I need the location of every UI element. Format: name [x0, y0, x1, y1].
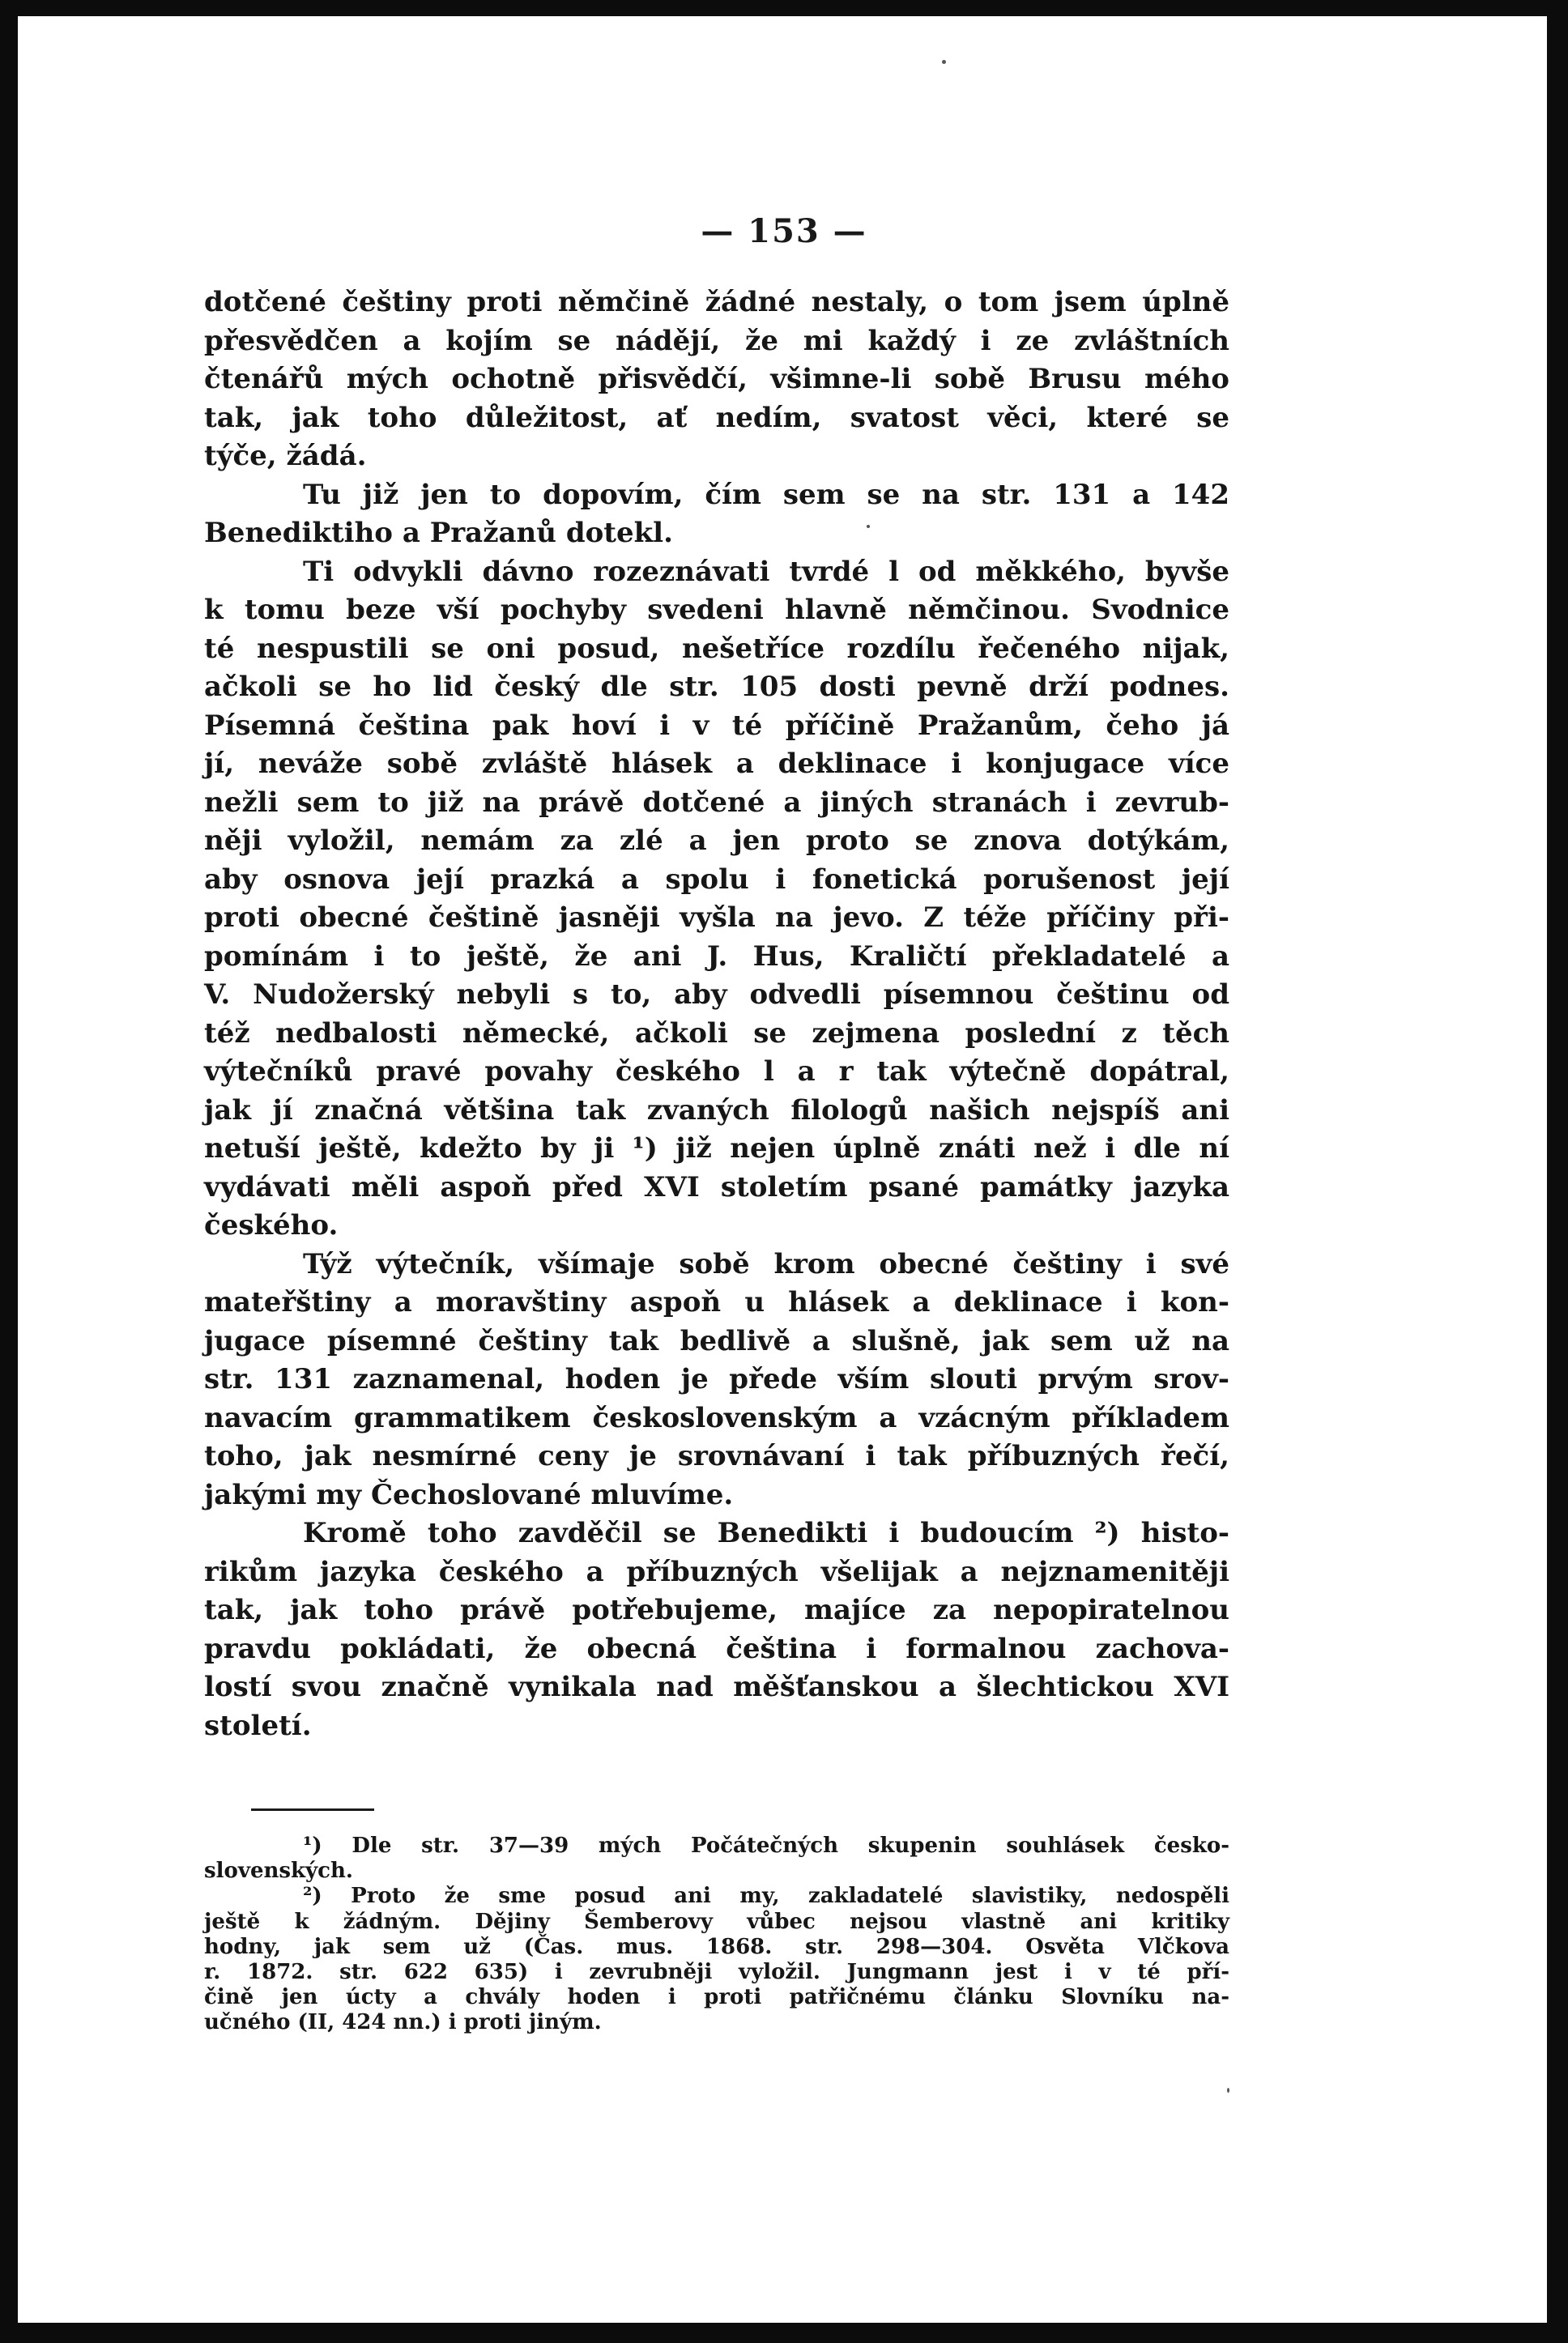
footnote-line: ²) Proto že sme posud ani my, zakladatelé slavistiky, nedospěli	[303, 1884, 1229, 1909]
text-line: Týž výtečník, všímaje sobě krom obecné češtiny i své	[303, 1247, 1229, 1280]
text-line: navacím grammatikem československým a vzácným příkladem	[204, 1401, 1229, 1434]
text-line: té nespustili se oni posud, nešetříce rozdílu řečeného nijak,	[204, 632, 1229, 665]
footnote-line: čině jen úcty a chvály hoden i proti patřičnému článku Slovníku na-	[204, 1985, 1229, 2010]
text-line: jí, neváže sobě zvláště hlásek a deklinace i konjugace více	[204, 748, 1229, 780]
footnote-line: učného (II, 424 nn.) i proti jiným.	[204, 2010, 602, 2035]
text-line: ačkoli se ho lid český dle str. 105 dosti pevně drží podnes.	[204, 671, 1229, 703]
text-line: českého.	[204, 1209, 339, 1242]
text-line: dotčené češtiny proti němčině žádné nestaly, o tom jsem úplně	[204, 286, 1229, 318]
text-line: jak jí značná většina tak zvaných filologů našich nejspíš ani	[204, 1093, 1229, 1127]
text-line: str. 131 zaznamenal, hoden je přede vším slouti prvým srov-	[204, 1363, 1229, 1395]
footnote-line: ještě k žádným. Dějiny Šemberovy vůbec nejsou vlastně ani kritiky	[204, 1909, 1229, 1934]
text-line: vydávati měli aspoň před XVI stoletím psané památky jazyka	[204, 1170, 1229, 1203]
text-line: toho, jak nesmírné ceny je srovnávaní i tak příbuzných řečí,	[204, 1440, 1229, 1472]
text-line: přesvědčen a kojím se nádějí, že mi každý i ze zvláštních	[204, 324, 1229, 357]
text-line: V. Nudožerský nebyli s to, aby odvedli písemnou češtinu od	[204, 978, 1229, 1011]
footnote-line: hodny, jak sem už (Čas. mus. 1868. str. 298—304. Osvěta Vlčkova	[204, 1934, 1229, 1959]
text-line: netuší ještě, kdežto by ji ¹) již nejen úplně znáti než i dle ní	[204, 1132, 1229, 1165]
footnotes	[204, 1834, 1229, 2036]
scan-speck	[1227, 2088, 1229, 2093]
body-text	[204, 283, 1229, 1745]
text-line: tak, jak toho právě potřebujeme, majíce za nepopiratelnou	[204, 1594, 1229, 1626]
text-line: rikům jazyka českého a příbuzných všelijak a nejznamenitěji	[204, 1555, 1229, 1588]
footnote-line: ¹) Dle str. 37—39 mých Počátečných skupenin souhlásek česko-	[303, 1834, 1229, 1858]
text-line: nežli sem to již na právě dotčené a jiných stranách i zevrub-	[204, 786, 1229, 819]
text-line: týče, žádá.	[204, 440, 367, 472]
text-line: jugace písemné češtiny tak bedlivě a slušně, jak sem už na	[204, 1324, 1229, 1357]
text-line: Tu již jen to dopovím, čím sem se na str. 131 a 142	[303, 478, 1229, 511]
footnote-separator	[251, 1808, 374, 1811]
text-line: mateřštiny a moravštiny aspoň u hlásek a deklinace i kon-	[204, 1286, 1229, 1318]
text-line: jakými my Čechoslované mluvíme.	[204, 1478, 734, 1511]
text-line: proti obecné češtině jasněji vyšla na jevo. Z téže příčiny při-	[204, 901, 1229, 934]
text-line: něji vyložil, nemám za zlé a jen proto se znova dotýkám,	[204, 824, 1229, 857]
page-number: — 153 —	[701, 212, 867, 250]
text-line: století.	[204, 1709, 312, 1742]
text-line: lostí svou značně vynikala nad měšťanskou a šlechtickou XVI	[204, 1671, 1229, 1703]
scan-speck	[942, 60, 946, 64]
text-line: tak, jak toho důležitost, ať nedím, svatost věci, které se	[204, 401, 1229, 434]
text-line: též nedbalosti německé, ačkoli se zejmena poslední z těch	[204, 1016, 1229, 1050]
text-line: k tomu beze vší pochyby svedeni hlavně němčinou. Svodnice	[204, 594, 1229, 626]
text-line: výtečníků pravé povahy českého l a r tak výtečně dopátral,	[204, 1055, 1229, 1088]
text-line: Písemná čeština pak hoví i v té příčině Pražanům, čeho já	[204, 709, 1229, 742]
footnote-line: r. 1872. str. 622 635) i zevrubněji vyložil. Jungmann jest i v té pří-	[204, 1959, 1229, 1984]
text-line: čtenářů mých ochotně přisvědčí, všimne-li sobě Brusu mého	[204, 363, 1229, 395]
text-line: Ti odvykli dávno rozeznávati tvrdé l od měkkého, byvše	[303, 555, 1229, 588]
text-line: Benediktiho a Pražanů dotekl.	[204, 517, 673, 549]
text-line: pomínám i to ještě, že ani J. Hus, Kraličtí překladatelé a	[204, 939, 1229, 973]
scan-speck	[867, 525, 870, 528]
text-line: aby osnova její prazká a spolu i fonetická porušenost její	[204, 863, 1229, 896]
text-line: pravdu pokládati, že obecná čeština i formalnou zachova-	[204, 1632, 1229, 1665]
footnote-line: slovenských.	[204, 1859, 353, 1884]
text-line: Kromě toho zavděčil se Benedikti i budoucím ²) histo-	[303, 1517, 1229, 1549]
